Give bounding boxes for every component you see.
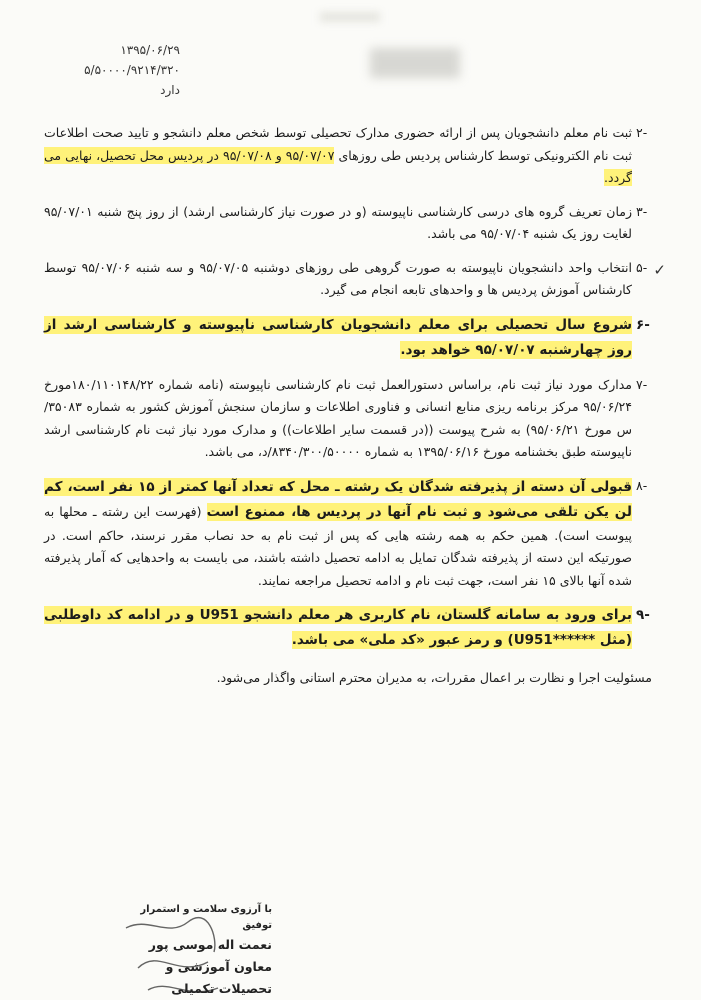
item-highlight: قبولی آن دسته از پذیرفته شدگان یک رشته ـ محل که تعداد آنها کمتر از ۱۵ نفر است، کم لن یکن تلقی می‌شود و ثبت نام آنها در پردیس ها، ممنوع است bbox=[44, 478, 632, 520]
letter-date: ۱۳۹۵/۰۶/۲۹ bbox=[120, 43, 180, 57]
item-7 bbox=[44, 374, 656, 464]
check-mark-icon: ✓ bbox=[653, 260, 666, 279]
item-text: مدارک مورد نیاز ثبت نام، براساس دستورالعمل ثبت نام کارشناسی ناپیوسته (نامه شماره ۱۸۰/۱۱۰۱۴۸/۲۲مورخ ۹۵/۰۶/۲۴ مرکز برنامه ریزی منابع انسانی و فناوری اطلاعات و سازمان سنجش آموزش کشور به شماره ۳۵۰۸۳/س مورخ ۹۵/۰۶/۲۱) به شرح پیوست ((در قسمت سایر اطلاعات)) و مدارک مورد نیاز ثبت نام کارشناسی ارشد ناپیوسته طبق بخشنامه مورخ ۱۳۹۵/۰۶/۱۶ به شماره ۸۳۴۰/۳۰۰/۵۰۰۰۰/د، می باشد. bbox=[44, 376, 633, 459]
item-5 bbox=[44, 257, 666, 302]
item-6 bbox=[44, 313, 656, 363]
item-number: -۹ bbox=[636, 607, 650, 623]
item-number: -۳ bbox=[636, 203, 648, 219]
signature-block bbox=[112, 902, 272, 1000]
item-3 bbox=[44, 201, 656, 246]
letterhead-mark bbox=[320, 12, 380, 22]
letter-number: ۵/۵۰۰۰۰/۹۲۱۴/۳۲۰ bbox=[84, 63, 180, 77]
item-number: -۶ bbox=[636, 316, 650, 333]
signature-greeting: با آرزوی سلامت و استمرار توفیق bbox=[140, 904, 272, 931]
item-2 bbox=[44, 122, 656, 190]
signatory-title: معاون آموزشی و تحصیلات تکمیلی bbox=[165, 959, 272, 996]
item-text: زمان تعریف گروه های درسی کارشناسی ناپیوسته (و در صورت نیاز کارشناسی ارشد) از روز پنج شنبه ۹۵/۰۷/۰۱ لغایت روز یک شنبه ۹۵/۰۷/۰۴ می باشد. bbox=[44, 203, 632, 241]
item-number: -۵ bbox=[636, 259, 648, 275]
item-number: -۸ bbox=[636, 477, 648, 493]
item-9 bbox=[44, 603, 656, 653]
item-text: (فهرست این رشته ـ محلها به پیوست است). همین حکم به همه رشته هایی که پس از ثبت نام به حد نصاب مقرر نرسند، حاکم است. در صورتیکه این دسته از پذیرفته شدگان تمایل به ادامه تحصیل داشته باشند، می بایست به واحدهایی که آمار پذیرفته شده آنها بالای ۱۵ نفر است، جهت ثبت نام و ادامه تحصیل مراجعه نمایند. bbox=[44, 503, 632, 588]
letter-attachment: دارد bbox=[160, 83, 180, 97]
item-highlight: شروع سال تحصیلی برای معلم دانشجویان کارشناسی ناپیوسته و کارشناسی ارشد از روز چهارشنبه ۹۵/۰۷/۰۷ خواهد بود. bbox=[44, 316, 632, 358]
item-text: ثبت نام معلم دانشجویان پس از ارائه حضوری مدارک تحصیلی توسط شخص معلم دانشجو و تایید صحت اطلاعات ثبت نام الکترونیکی توسط کارشناس پردیس طی روزهای bbox=[44, 125, 632, 163]
letter-meta bbox=[30, 40, 180, 100]
item-number: -۷ bbox=[636, 376, 648, 392]
redacted-stamp bbox=[370, 48, 460, 78]
item-text: انتخاب واحد دانشجویان ناپیوسته به صورت گروهی طی روزهای دوشنبه ۹۵/۰۷/۰۵ و سه شنبه ۹۵/۰۷/۰۶ توسط کارشناس آموزش پردیس ها و واحدهای تابعه انجام می گیرد. bbox=[44, 259, 632, 297]
item-highlight: برای ورود به سامانه گلستان، نام کاربری هر معلم دانشجو U951 و در ادامه کد داوطلبی (مثل ******U951) و رمز عبور «کد ملی» می باشد. bbox=[44, 607, 632, 648]
closing-sentence: مسئولیت اجرا و نظارت بر اعمال مقررات، به مدیران محترم استانی واگذار می‌شود. bbox=[216, 670, 652, 685]
letter-body bbox=[44, 122, 666, 690]
item-highlight: ۹۵/۰۷/۰۷ و ۹۵/۰۷/۰۸ در پردیس محل تحصیل، نهایی می گردد. bbox=[44, 147, 632, 185]
item-number: -۲ bbox=[636, 125, 648, 140]
signatory-name: نعمت اله موسی پور bbox=[148, 937, 272, 952]
item-8 bbox=[44, 475, 656, 593]
